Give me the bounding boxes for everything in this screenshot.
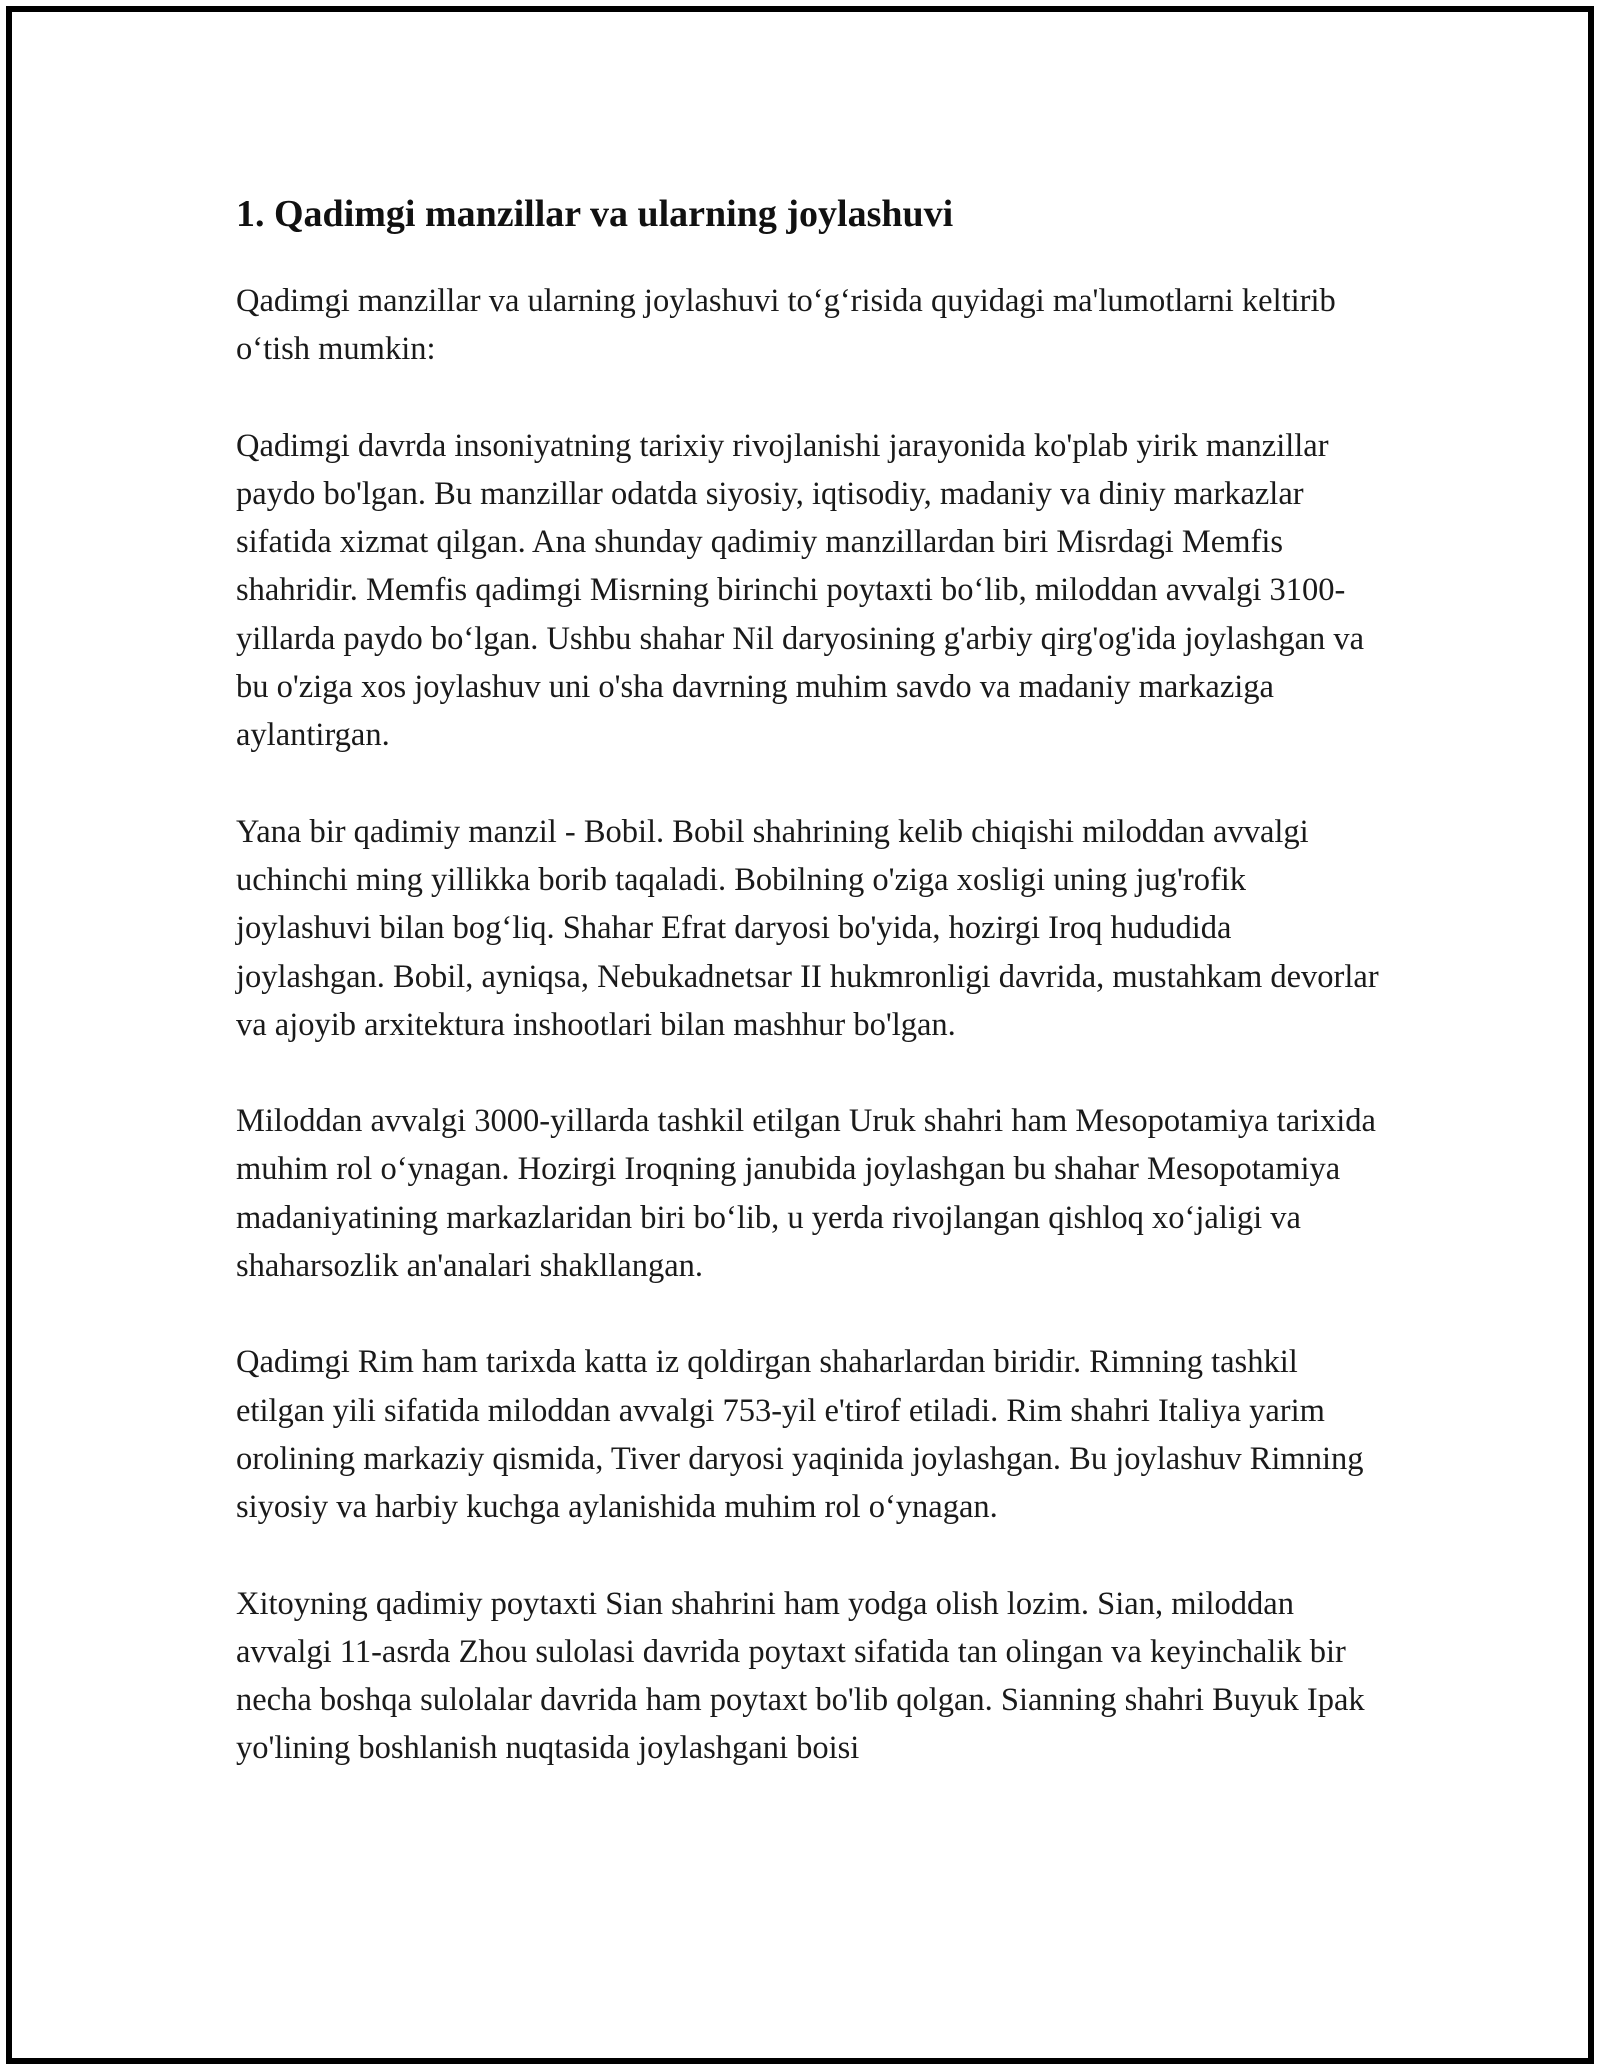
paragraph-sian: Xitoyning qadimiy poytaxti Sian shahrini ham yodga olish lozim. Sian, miloddan avvalgi 11-asrda Zhou sulolasi davrida poytaxt sifatida tan olingan va keyinchalik bir necha boshqa sulolalar davrida ham poytaxt bo'lib qolgan. Sianning shahri Buyuk Ipak yo'lining boshlanish nuqtasida joylashgani boisi — [236, 1585, 1365, 1767]
paragraph-intro: Qadimgi manzillar va ularning joylashuvi to‘g‘risida quyidagi ma'lumotlarni keltirib o‘tish mumkin: — [236, 283, 1336, 368]
paragraph-rim: Qadimgi Rim ham tarixda katta iz qoldirgan shaharlardan biridir. Rimning tashkil etilgan yili sifatida miloddan avvalgi 753-yil e'tirof etiladi. Rim shahri Italiya yarim orolining markaziy qismida, Tiver daryosi yaqinida joylashgan. Bu joylashuv Rimning siyosiy va harbiy kuchga aylanishida muhim rol o‘ynagan. — [236, 1344, 1364, 1526]
paragraph-uruk: Miloddan avvalgi 3000-yillarda tashkil etilgan Uruk shahri ham Mesopotamiya tarixida muhim rol o‘ynagan. Hozirgi Iroqning janubida joylashgan bu shahar Mesopotamiya madaniyatining markazlaridan biri bo‘lib, u yerda rivojlangan qishloq xo‘jaligi va shaharsozlik an'analari shakllangan. — [236, 1103, 1376, 1285]
document-body — [236, 185, 1386, 1821]
section-heading: 1. Qadimgi manzillar va ularning joylashuvi — [236, 193, 954, 235]
paragraph-memfis: Qadimgi davrda insoniyatning tarixiy rivojlanishi jarayonida ko'plab yirik manzillar paydo bo'lgan. Bu manzillar odatda siyosiy, iqtisodiy, madaniy va diniy markazlar sifatida xizmat qilgan. Ana shunday qadimiy manzillardan biri Misrdagi Memfis shahridir. Memfis qadimgi Misrning birinchi poytaxti bo‘lib, miloddan avvalgi 3100-yillarda paydo bo‘lgan. Ushbu shahar Nil daryosining g'arbiy qirg'og'ida joylashgan va bu o'ziga xos joylashuv uni o'sha davrning muhim savdo va madaniy markaziga aylantirgan. — [236, 427, 1365, 754]
paragraph-bobil: Yana bir qadimiy manzil - Bobil. Bobil shahrining kelib chiqishi miloddan avvalgi uchinchi ming yillikka borib taqaladi. Bobilning o'ziga xosligi uning jug'rofik joylashuvi bilan bog‘liq. Shahar Efrat daryosi bo'yida, hozirgi Iroq hududida joylashgan. Bobil, ayniqsa, Nebukadnetsar II hukmronligi davrida, mustahkam devorlar va ajoyib arxitektura inshootlari bilan mashhur bo'lgan. — [236, 813, 1379, 1043]
